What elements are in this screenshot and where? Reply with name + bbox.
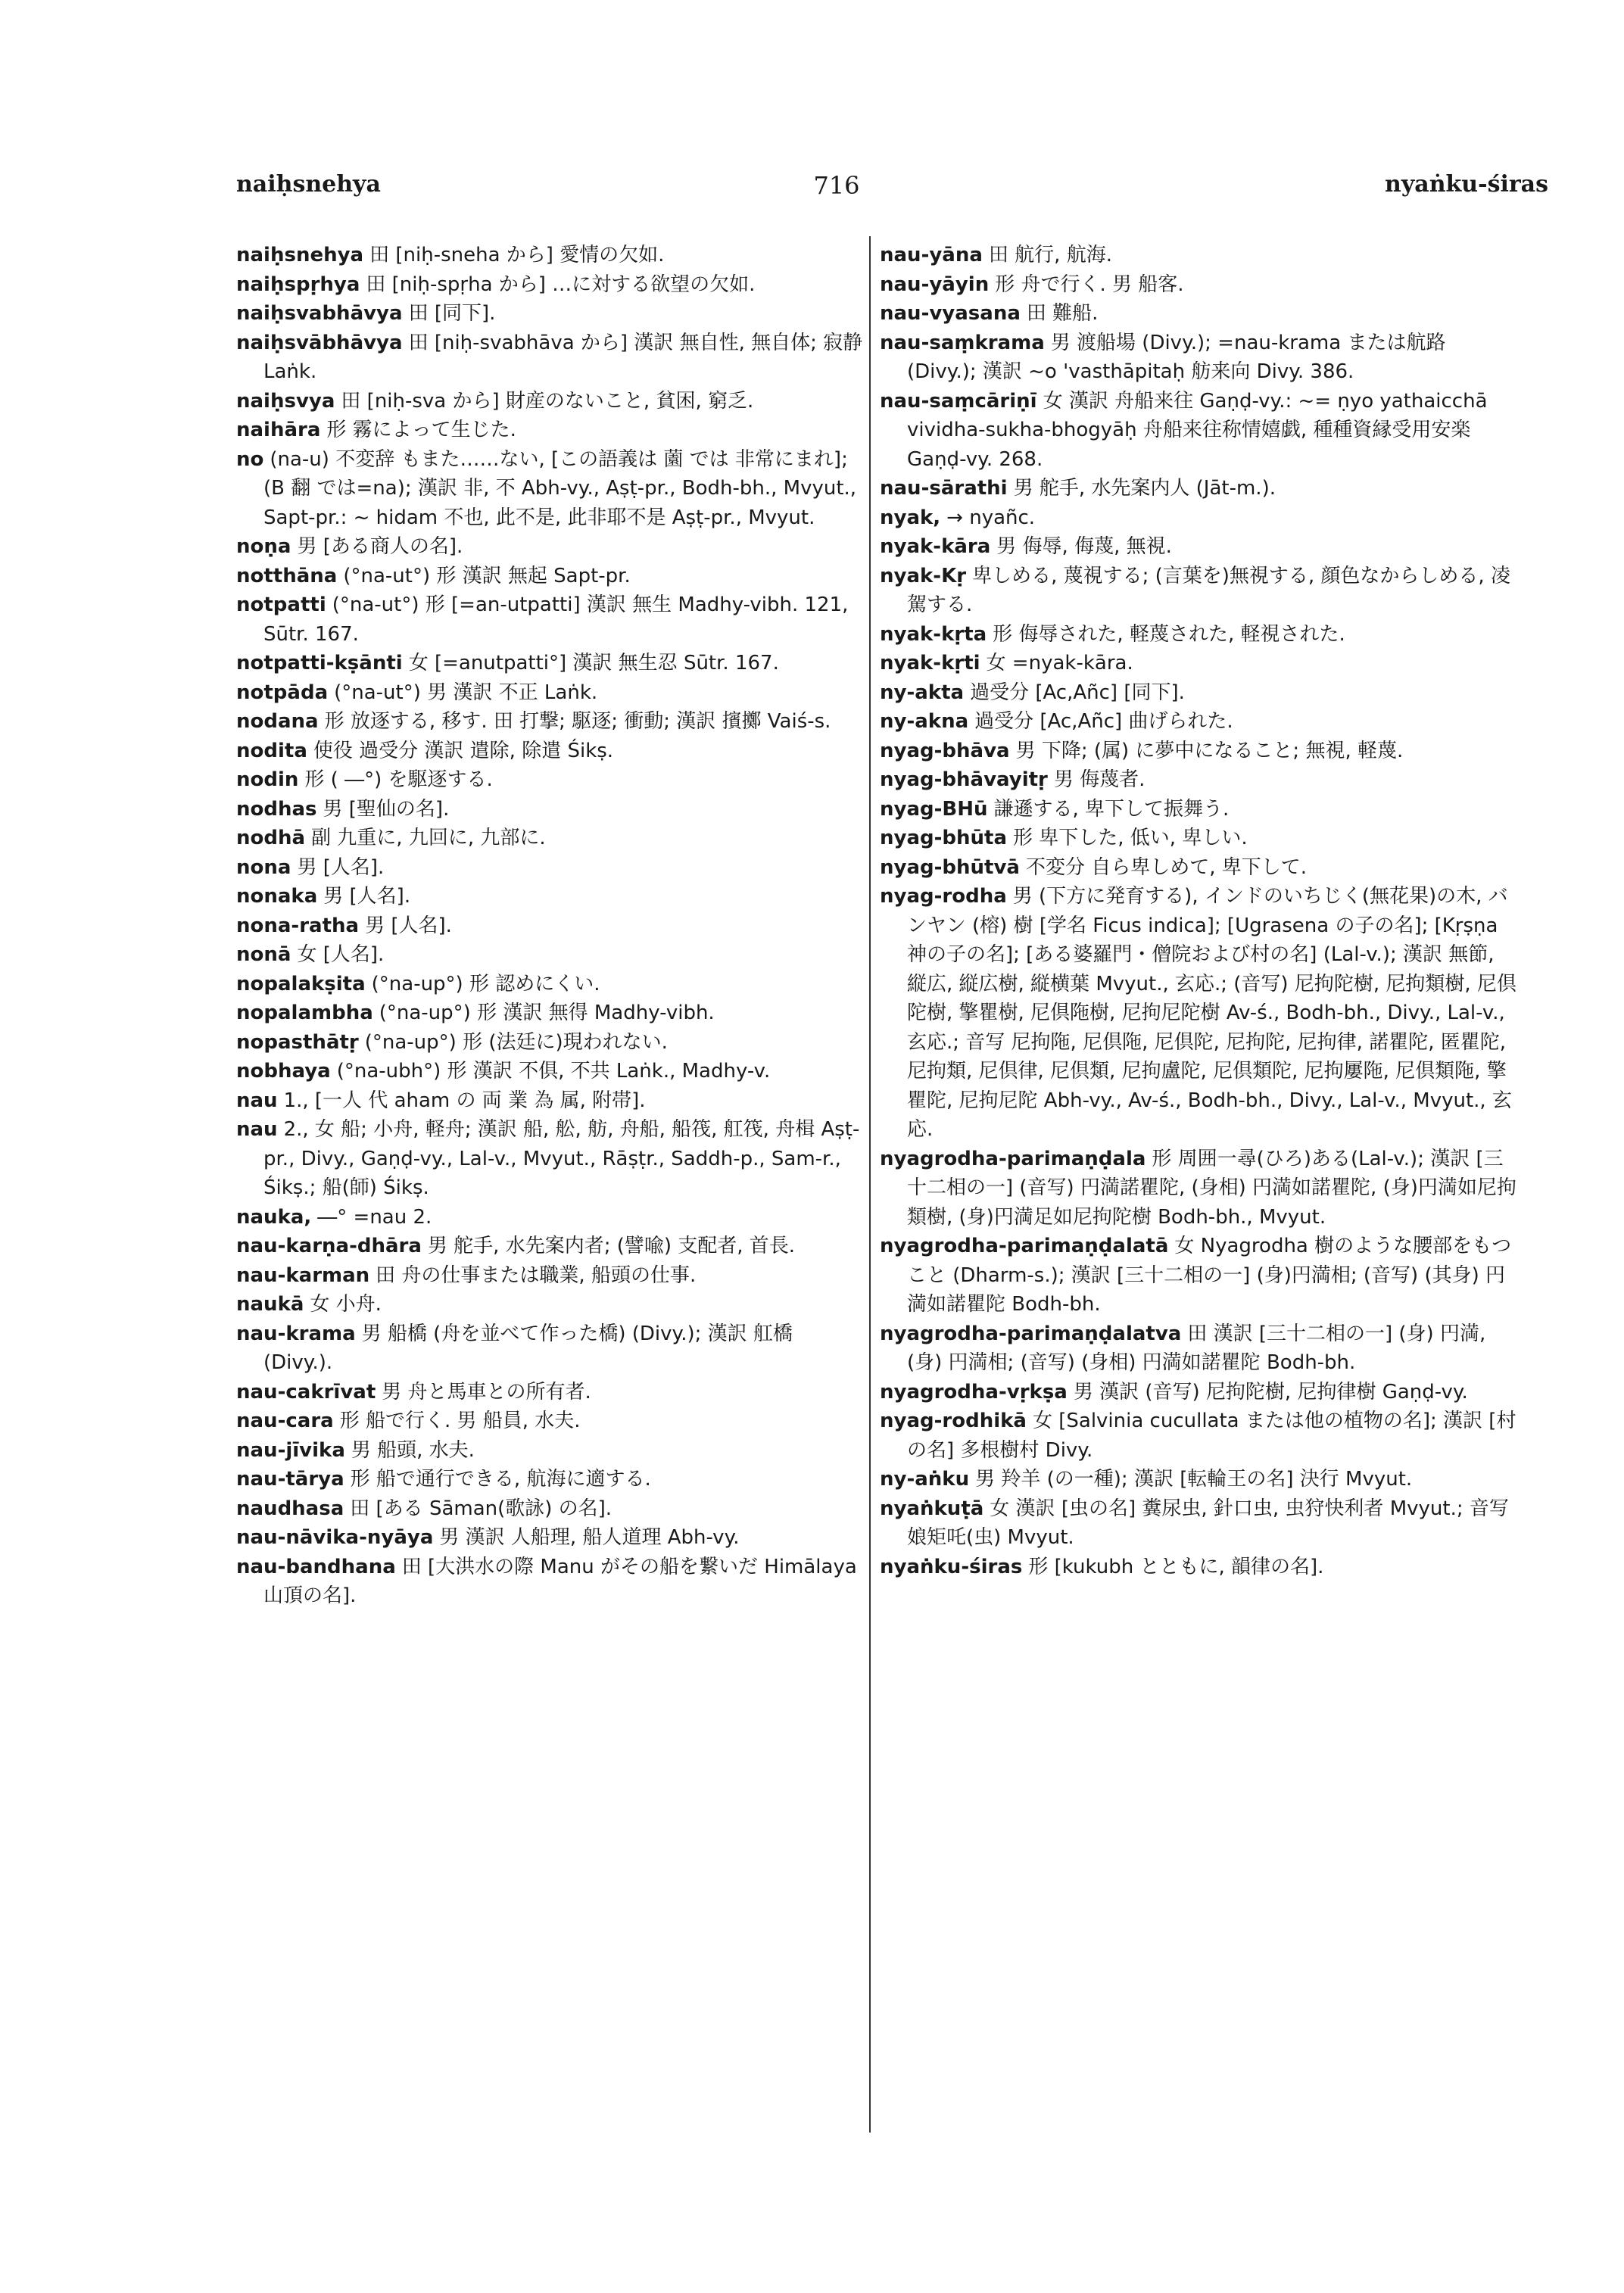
left-column <box>236 241 865 1611</box>
entry-headword: nopasthātṛ <box>236 1030 359 1054</box>
entry-definition: (°na-ubh°) 形 漢訳 不俱, 不共 Laṅk., Madhy-v. <box>336 1060 771 1083</box>
entry-headword: nau <box>236 1118 278 1141</box>
dictionary-entry <box>236 970 865 999</box>
dictionary-entry <box>880 882 1519 1145</box>
entry-headword: nau-cakrīvat <box>236 1380 376 1404</box>
entry-headword: nauka, <box>236 1205 312 1229</box>
entry-definition: 形 [kukubh とともに, 韻律の名]. <box>1028 1555 1324 1578</box>
dictionary-entry <box>880 299 1519 329</box>
entry-headword: ny-akna <box>880 710 969 733</box>
entry-definition: 田 航行, 航海. <box>988 244 1112 266</box>
entry-definition: 田 [ある Sāman(歌詠) の名]. <box>350 1497 613 1520</box>
entry-headword: nau-saṃcāriṇī <box>880 389 1037 413</box>
entry-headword: nona <box>236 855 291 879</box>
entry-definition: 田 難船. <box>1026 302 1099 325</box>
entry-definition: 形 ( ―°) を駆逐する. <box>304 768 493 791</box>
entry-definition: → nyañc. <box>946 506 1036 529</box>
entry-headword: nyag-bhūtvā <box>880 855 1020 879</box>
dictionary-entry <box>236 241 865 270</box>
entry-definition: (°na-ut°) 男 漢訳 不正 Laṅk. <box>334 681 598 704</box>
entry-definition: 男 舵手, 水先案内人 (Jāt-m.). <box>1013 477 1276 500</box>
entry-definition: 男 羚羊 (の一種); 漢訳 [転輪王の名] 決行 Mvyut. <box>975 1468 1413 1491</box>
dictionary-entry <box>236 853 865 883</box>
entry-headword: nau-karṇa-dhāra <box>236 1235 422 1257</box>
entry-headword: nyag-bhūta <box>880 827 1008 849</box>
entry-definition: 不変分 自ら卑しめて, 卑下して. <box>1025 855 1308 879</box>
dictionary-entry <box>236 1523 865 1553</box>
entry-headword: nau-saṃkrama <box>880 331 1045 354</box>
dictionary-entry <box>236 1407 865 1436</box>
entry-headword: notpatti <box>236 594 326 616</box>
entry-headword: nyagrodha-parimaṇḍala <box>880 1147 1146 1170</box>
dictionary-entry <box>880 824 1519 853</box>
entry-definition: 女 [=anutpatti°] 漢訳 無生忍 Sūtr. 167. <box>408 652 779 675</box>
dictionary-entry <box>880 1319 1519 1378</box>
entry-definition: 田 [niḥ-svabhāva から] 漢訳 無自性, 無自体; 寂静 Laṅk. <box>263 331 863 383</box>
dictionary-entry <box>236 765 865 795</box>
dictionary-entry <box>236 1290 865 1319</box>
dictionary-entry <box>880 620 1519 650</box>
dictionary-entry <box>236 882 865 911</box>
dictionary-entry <box>880 795 1519 824</box>
entry-headword: nyag-bhāva <box>880 739 1010 762</box>
dictionary-entry <box>236 1115 865 1203</box>
entry-definition: 男 漢訳 (音写) 尼拘陀樹, 尼拘律樹 Gaṇḍ-vy. <box>1073 1380 1468 1404</box>
entry-headword: nyak-Kṛ <box>880 564 967 587</box>
entry-headword: nau-sārathi <box>880 477 1008 500</box>
dictionary-entry <box>236 416 865 445</box>
entry-definition: 田 [大洪水の際 Manu がその船を繋いだ Himālaya 山頂の名]. <box>263 1555 857 1607</box>
entry-definition: ―° =nau 2. <box>317 1205 432 1229</box>
entry-headword: notthāna <box>236 564 338 587</box>
entry-headword: naiḥsvabhāvya <box>236 302 403 325</box>
entry-definition: 男 侮辱, 侮蔑, 無視. <box>996 535 1172 558</box>
dictionary-entry <box>880 765 1519 795</box>
entry-definition: 過受分 [Ac,Añc] [同下]. <box>970 681 1185 704</box>
entry-definition: 2., 女 船; 小舟, 軽舟; 漢訳 船, 舩, 舫, 舟船, 船筏, 舡筏, 舟楫 Aṣṭ-pr., Divy., Gaṇḍ-vy., Lal-v., Mvyut., Rāṣṭr., Saddh-p., Sam-r., Śikṣ.; 船(師) Śikṣ. <box>263 1118 860 1199</box>
dictionary-entry <box>236 387 865 416</box>
entry-definition: 田 [niḥ-spṛha から] …に対する欲望の欠如. <box>366 273 756 296</box>
entry-definition: (°na-ut°) 形 [=an-utpatti] 漢訳 無生 Madhy-vibh. 121, Sūtr. 167. <box>263 594 849 646</box>
entry-headword: nyagrodha-parimaṇḍalatva <box>880 1322 1182 1345</box>
entry-headword: nodhas <box>236 797 317 821</box>
dictionary-entry <box>236 824 865 853</box>
dictionary-entry <box>236 1261 865 1291</box>
dictionary-entry <box>236 795 865 824</box>
entry-headword: nobhaya <box>236 1060 331 1083</box>
entry-headword: nau-cara <box>236 1410 334 1432</box>
dictionary-entry <box>236 1203 865 1232</box>
entry-headword: nyaṅkuṭā <box>880 1497 984 1520</box>
dictionary-entry <box>236 532 865 562</box>
entry-definition: 謙遜する, 卑下して振舞う. <box>993 797 1230 821</box>
dictionary-entry <box>236 1494 865 1524</box>
dictionary-entry <box>880 1465 1519 1494</box>
entry-definition: 副 九重に, 九回に, 九部に. <box>311 827 546 849</box>
entry-definition: 女 Nyagrodha 樹のような腰部をもつこと (Dharm-s.); 漢訳 [三十二相の一] (身)円満相; (音写) (其身) 円満如諾瞿陀 Bodh-bh. <box>907 1235 1512 1316</box>
entry-definition: 形 周囲一尋(ひろ)ある(Lal-v.); 漢訳 [三十二相の一] (音写) 円満諾瞿陀, (身相) 円満如諾瞿陀, (身)円満如尼拘類樹, (身)円満足如尼拘陀樹 Bodh-bh., Mvyut. <box>907 1147 1516 1229</box>
entry-definition: 形 侮辱された, 軽蔑された, 軽視された. <box>993 622 1345 646</box>
dictionary-entry <box>880 503 1519 533</box>
entry-headword: naiḥsvya <box>236 389 335 413</box>
entry-headword: no <box>236 447 264 471</box>
entry-definition: 形 舟で行く. 男 船客. <box>995 273 1184 296</box>
entry-definition: 女 小舟. <box>310 1293 382 1316</box>
entry-definition: 形 船で通行できる, 航海に適する. <box>350 1468 651 1491</box>
entry-definition: 男 [聖仙の名]. <box>323 797 450 821</box>
dictionary-entry <box>880 649 1519 678</box>
dictionary-entry <box>880 737 1519 766</box>
dictionary-entry <box>236 270 865 300</box>
dictionary-entry <box>880 562 1519 620</box>
entry-headword: nopalambha <box>236 1002 373 1024</box>
entry-headword: nodin <box>236 768 299 791</box>
dictionary-entry <box>880 1232 1519 1319</box>
dictionary-entry <box>880 707 1519 737</box>
dictionary-entry <box>236 562 865 591</box>
dictionary-entry <box>880 853 1519 883</box>
entry-headword: nyag-rodha <box>880 885 1007 908</box>
dictionary-entry <box>236 911 865 941</box>
entry-headword: naihāra <box>236 419 321 441</box>
entry-definition: 男 侮蔑者. <box>1053 768 1146 791</box>
entry-definition: 使役 過受分 漢訳 遣除, 除遣 Śikṣ. <box>313 739 614 762</box>
entry-definition: 形 卑下した, 低い, 卑しい. <box>1013 827 1248 849</box>
entry-headword: nyag-bhāvayitṛ <box>880 768 1048 791</box>
entry-definition: 田 [niḥ-sneha から] 愛情の欠如. <box>369 244 665 266</box>
entry-definition: 男 船頭, 水夫. <box>351 1438 475 1462</box>
entry-headword: ny-akta <box>880 681 965 704</box>
entry-headword: nau-karman <box>236 1263 370 1287</box>
entry-headword: nyak-kṛta <box>880 622 987 646</box>
entry-definition: 女 [Salvinia cucullata または他の植物の名]; 漢訳 [村の名] 多根樹村 Divy. <box>907 1410 1516 1462</box>
entry-headword: notpatti-kṣānti <box>236 652 403 675</box>
entry-definition: (na-u) 不変辞 もまた……ない, [この語義は 薗 では 非常にまれ]; (B 翻 では=na); 漢訳 非, 不 Abh-vy., Aṣṭ-pr., Bodh-bh., Mvyut., Sapt-pr.: ~ hidam 不也, 此不是, 此非耶不是 Aṣṭ-pr., Mvyut. <box>263 447 857 529</box>
dictionary-entry <box>236 999 865 1028</box>
entry-definition: 男 [人名]. <box>365 914 452 937</box>
entry-headword: nyak-kṛti <box>880 652 980 675</box>
dictionary-entry <box>236 1553 865 1611</box>
entry-headword: nyak, <box>880 506 941 529</box>
dictionary-entry <box>880 270 1519 300</box>
entry-definition: 男 漢訳 人船理, 船人道理 Abh-vy. <box>439 1526 740 1549</box>
entry-headword: ny-aṅku <box>880 1468 970 1491</box>
entry-headword: nona-ratha <box>236 914 360 937</box>
dictionary-entry <box>236 737 865 766</box>
entry-definition: 男 舟と馬車との所有者. <box>382 1380 591 1404</box>
entry-definition: 男 [ある商人の名]. <box>297 535 463 558</box>
entry-headword: nau-yāyin <box>880 273 990 296</box>
entry-definition: 女 =nyak-kāra. <box>986 652 1133 675</box>
entry-headword: nodana <box>236 710 319 733</box>
entry-definition: 男 [人名]. <box>297 855 385 879</box>
dictionary-entry <box>236 1028 865 1058</box>
dictionary-entry <box>236 1319 865 1378</box>
entry-headword: noṇa <box>236 535 291 558</box>
entry-definition: 形 船で行く. 男 船員, 水夫. <box>339 1410 581 1432</box>
entry-headword: naiḥsnehya <box>236 244 364 266</box>
entry-headword: nyag-rodhikā <box>880 1410 1027 1432</box>
right-column <box>880 241 1519 1581</box>
dictionary-entry <box>236 1378 865 1407</box>
entry-headword: nau-jīvika <box>236 1438 345 1462</box>
entry-definition: 田 [同下]. <box>408 302 496 325</box>
entry-definition: (°na-up°) 形 (法廷に)現われない. <box>364 1030 668 1054</box>
dictionary-entry <box>236 1436 865 1466</box>
dictionary-entry <box>236 1465 865 1494</box>
entry-headword: nodhā <box>236 827 306 849</box>
dictionary-entry <box>880 1145 1519 1232</box>
entry-definition: 田 舟の仕事または職業, 船頭の仕事. <box>376 1263 697 1287</box>
entry-definition: 女 漢訳 [虫の名] 糞尿虫, 針口虫, 虫狩快利者 Mvyut.; 音写 娘矩吒(虫) Mvyut. <box>907 1497 1509 1549</box>
entry-definition: 過受分 [Ac,Añc] 曲げられた. <box>974 710 1233 733</box>
entry-definition: 男 舵手, 水先案内者; (譬喩) 支配者, 首長. <box>427 1235 796 1257</box>
dictionary-entry <box>236 649 865 678</box>
entry-headword: nyagrodha-vṛkṣa <box>880 1380 1068 1404</box>
dictionary-entry <box>236 299 865 329</box>
entry-headword: nonaka <box>236 885 318 908</box>
dictionary-entry <box>880 1494 1519 1553</box>
column-divider <box>869 236 871 2133</box>
entry-headword: nyagrodha-parimaṇḍalatā <box>880 1235 1169 1257</box>
dictionary-entry <box>236 1086 865 1116</box>
entry-definition: 女 [人名]. <box>297 943 385 966</box>
entry-definition: 1., [一人 代 aham の 両 業 為 属, 附帯]. <box>283 1089 646 1112</box>
dictionary-entry <box>236 707 865 737</box>
entry-definition: (°na-ut°) 形 漢訳 無起 Sapt-pr. <box>343 564 631 587</box>
entry-headword: nyak-kāra <box>880 535 991 558</box>
dictionary-entry <box>880 678 1519 708</box>
entry-headword: nonā <box>236 943 291 966</box>
entry-headword: nau-vyasana <box>880 302 1021 325</box>
entry-definition: 女 漢訳 舟船来往 Gaṇḍ-vy.: ~= ṇyo yathaicchā vividha-sukha-bhogyāḥ 舟船来往称情嬉戯, 種種資縁受用安楽 Gaṇḍ-vy. 268. <box>907 389 1488 471</box>
entry-headword: nyag-BHū <box>880 797 988 821</box>
dictionary-entry <box>880 1553 1519 1582</box>
entry-headword: nau <box>236 1089 278 1112</box>
entry-headword: naudhasa <box>236 1497 344 1520</box>
entry-definition: (°na-up°) 形 漢訳 無得 Madhy-vibh. <box>379 1002 715 1024</box>
entry-headword: nau-krama <box>236 1322 356 1345</box>
dictionary-entry <box>880 387 1519 475</box>
entry-definition: (°na-up°) 形 認めにくい. <box>371 972 600 995</box>
entry-definition: 男 渡船場 (Divy.); =nau-krama または航路 (Divy.); 漢訳 ~o 'vasthāpitaḥ 舫来向 Divy. 386. <box>907 331 1446 383</box>
entry-definition: 卑しめる, 蔑視する; (言葉を)無視する, 顔色なからしめる, 凌駕する. <box>907 564 1510 616</box>
dictionary-entry <box>880 241 1519 270</box>
entry-definition: 男 (下方に発育する), インドのいちじく(無花果)の木, バンヤン (榕) 樹 [学名 Ficus indica]; [Ugrasena の子の名]; [Kṛṣṇa 神の子の名]; [ある婆羅門・僧院および村の名] (Lal-v.); 漢訳 無節, 縦広, 縦広樹, 縦横葉 Mvyut., 玄応.; (音写) 尼拘陀樹, 尼拘類樹, 尼倶陀樹, 擎瞿樹, 尼倶陁樹, 尼拘尼陀樹 Av-ś., Bodh-bh., Divy., Lal-v., 玄応.; 音写 尼拘陁, 尼倶陁, 尼倶陀, 尼拘陀, 尼拘律, 諾瞿陀, 匿瞿陀, 尼拘類, 尼倶律, 尼倶類, 尼拘盧陀, 尼倶類陀, 尼拘屢陁, 尼倶類陁, 擎瞿陀, 尼拘尼陀 Abh-vy., Av-ś., Bodh-bh., Divy., Lal-v., Mvyut., 玄応. <box>907 885 1516 1141</box>
entry-definition: 形 霧によって生じた. <box>326 419 516 441</box>
dictionary-entry <box>880 474 1519 503</box>
entry-headword: naukā <box>236 1293 304 1316</box>
dictionary-entry <box>236 940 865 970</box>
dictionary-entry <box>236 678 865 708</box>
running-head-left: naiḥsnehya <box>236 171 381 198</box>
running-head-right: nyaṅku-śiras <box>1385 171 1548 198</box>
dictionary-entry <box>880 532 1519 562</box>
dictionary-entry <box>236 1232 865 1261</box>
dictionary-entry <box>880 1378 1519 1407</box>
entry-definition: 田 漢訳 [三十二相の一] (身) 円満, (身) 円満相; (音写) (身相) 円満如諾瞿陀 Bodh-bh. <box>907 1322 1486 1374</box>
entry-headword: nau-nāvika-nyāya <box>236 1526 434 1549</box>
dictionary-entry <box>880 329 1519 387</box>
entry-definition: 男 船橋 (舟を並べて作った橋) (Divy.); 漢訳 舡橋 (Divy.). <box>263 1322 793 1374</box>
entry-definition: 形 放逐する, 移す. 田 打撃; 駆逐; 衝動; 漢訳 擯擲 Vaiś-s. <box>324 710 831 733</box>
page-number: 716 <box>813 171 860 200</box>
entry-headword: nopalakṣita <box>236 972 366 995</box>
entry-headword: nau-yāna <box>880 244 983 266</box>
entry-headword: nyaṅku-śiras <box>880 1555 1023 1578</box>
entry-headword: naiḥsvābhāvya <box>236 331 403 354</box>
dictionary-entry <box>880 1407 1519 1465</box>
dictionary-entry <box>236 1057 865 1086</box>
entry-headword: nau-bandhana <box>236 1555 396 1578</box>
entry-headword: naiḥspṛhya <box>236 273 360 296</box>
entry-headword: nodita <box>236 739 307 762</box>
dictionary-entry <box>236 329 865 387</box>
dictionary-entry <box>236 590 865 649</box>
entry-definition: 男 下降; (属) に夢中になること; 無視, 軽蔑. <box>1015 739 1404 762</box>
entry-headword: nau-tārya <box>236 1468 344 1491</box>
dictionary-entry <box>236 445 865 533</box>
entry-definition: 田 [niḥ-sva から] 財産のないこと, 貧困, 窮乏. <box>341 389 754 413</box>
entry-definition: 男 [人名]. <box>323 885 411 908</box>
entry-headword: notpāda <box>236 681 329 704</box>
